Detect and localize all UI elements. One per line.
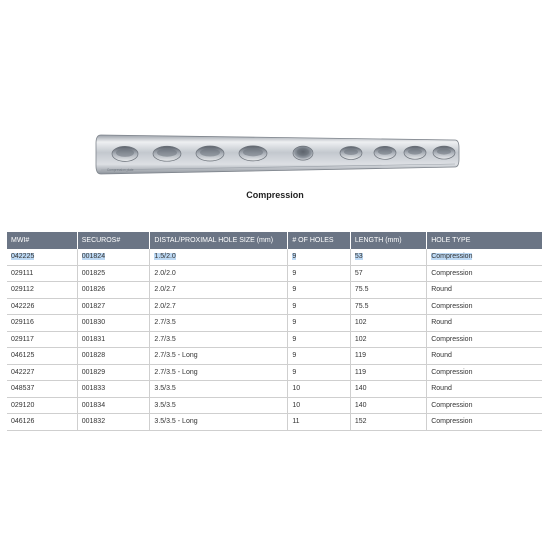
- table-row: [7, 249, 542, 265]
- cell-text: 9: [292, 253, 297, 261]
- cell-mwi: [7, 265, 77, 282]
- cell-text: 3.5/3.5 - Long: [154, 418, 198, 426]
- cell-text: 2.7/3.5 - Long: [154, 368, 198, 376]
- cell-text: 9: [292, 319, 297, 327]
- cell-holes: [288, 414, 351, 431]
- cell-holes: [288, 397, 351, 414]
- table-row: [7, 315, 542, 332]
- cell-holes: [288, 315, 351, 332]
- plate-hole-inner: [200, 149, 220, 157]
- cell-text: 11: [292, 418, 300, 426]
- cell-length: [350, 381, 426, 398]
- cell-text: 75.5: [354, 286, 369, 294]
- table-row: [7, 282, 542, 299]
- cell-mwi: [7, 364, 77, 381]
- compression-plate-icon: [95, 126, 460, 184]
- cell-securos: [77, 381, 150, 398]
- cell-text: 9: [292, 352, 297, 360]
- table-header-row: [7, 232, 542, 249]
- cell-text: 119: [354, 352, 367, 360]
- table-body: [7, 249, 542, 430]
- cell-holes: [288, 282, 351, 299]
- cell-text: 042227: [11, 368, 35, 376]
- cell-text: 140: [354, 401, 367, 409]
- cell-securos: [77, 298, 150, 315]
- cell-text: Compression: [431, 418, 473, 426]
- plate-hole-inner: [116, 149, 134, 157]
- cell-securos: [77, 265, 150, 282]
- cell-hole-type: [427, 249, 542, 265]
- cell-text: 9: [292, 269, 297, 277]
- cell-hole-type: [427, 315, 542, 332]
- cell-hole-type: [427, 331, 542, 348]
- cell-text: Compression: [431, 253, 473, 261]
- cell-mwi: [7, 348, 77, 365]
- cell-hole-size: [150, 397, 288, 414]
- cell-text: 53: [354, 253, 363, 261]
- cell-text: 029120: [11, 401, 35, 409]
- cell-text: 102: [354, 319, 367, 327]
- cell-text: 029112: [11, 286, 34, 294]
- cell-text: 2.7/3.5: [154, 319, 176, 327]
- cell-hole-size: [150, 414, 288, 431]
- cell-hole-size: [150, 298, 288, 315]
- cell-text: 1.5/2.0: [154, 253, 176, 261]
- cell-hole-type: [427, 381, 542, 398]
- plate-engraving: Compression plate: [107, 168, 134, 172]
- cell-hole-size: [150, 249, 288, 265]
- cell-hole-size: [150, 364, 288, 381]
- cell-securos: [77, 364, 150, 381]
- cell-holes: [288, 298, 351, 315]
- cell-text: 10: [292, 385, 301, 393]
- cell-text: 046125: [11, 352, 35, 360]
- plate-hole-inner: [408, 149, 422, 155]
- cell-length: [350, 282, 426, 299]
- cell-hole-size: [150, 265, 288, 282]
- cell-text: Round: [431, 319, 452, 327]
- cell-securos: [77, 397, 150, 414]
- plate-hole-inner: [157, 149, 177, 157]
- cell-hole-type: [427, 298, 542, 315]
- bone-plate-image: [95, 126, 460, 184]
- cell-mwi: [7, 282, 77, 299]
- cell-text: 2.0/2.7: [154, 302, 176, 310]
- cell-text: 75.5: [354, 302, 369, 310]
- cell-holes: [288, 381, 351, 398]
- cell-text: 001826: [81, 286, 106, 294]
- cell-hole-type: [427, 414, 542, 431]
- cell-hole-size: [150, 315, 288, 332]
- table-row: [7, 364, 542, 381]
- cell-securos: [77, 348, 150, 365]
- cell-holes: [288, 348, 351, 365]
- cell-text: Compression: [431, 302, 473, 310]
- cell-text: 2.7/3.5: [154, 335, 176, 343]
- cell-length: [350, 414, 426, 431]
- column-header-mwi: MWI#: [7, 232, 77, 249]
- cell-text: 001834: [81, 401, 106, 409]
- cell-text: 2.0/2.0: [154, 269, 176, 277]
- cell-length: [350, 348, 426, 365]
- cell-text: 042226: [11, 302, 35, 310]
- cell-text: 001828: [81, 352, 106, 360]
- cell-text: 3.5/3.5: [154, 385, 176, 393]
- cell-holes: [288, 364, 351, 381]
- cell-text: 048537: [11, 385, 35, 393]
- cell-text: 001827: [81, 302, 106, 310]
- table-row: [7, 381, 542, 398]
- cell-text: 001824: [81, 253, 106, 261]
- cell-mwi: [7, 298, 77, 315]
- cell-text: 2.7/3.5 - Long: [154, 352, 198, 360]
- cell-length: [350, 397, 426, 414]
- cell-text: 042225: [11, 253, 35, 261]
- table-row: [7, 265, 542, 282]
- cell-holes: [288, 265, 351, 282]
- cell-mwi: [7, 331, 77, 348]
- column-header-securos: SECUROS#: [77, 232, 150, 249]
- cell-text: Round: [431, 352, 452, 360]
- cell-text: 152: [354, 418, 367, 426]
- cell-hole-size: [150, 331, 288, 348]
- cell-hole-type: [427, 364, 542, 381]
- cell-text: Round: [431, 286, 452, 294]
- cell-mwi: [7, 381, 77, 398]
- cell-text: 9: [292, 286, 297, 294]
- cell-text: Compression: [431, 401, 473, 409]
- cell-holes: [288, 249, 351, 265]
- cell-hole-size: [150, 381, 288, 398]
- table-row: [7, 331, 542, 348]
- table-row: [7, 397, 542, 414]
- column-header-length: LENGTH (mm): [350, 232, 426, 249]
- cell-text: 001832: [81, 418, 106, 426]
- cell-length: [350, 265, 426, 282]
- cell-text: 3.5/3.5: [154, 401, 176, 409]
- cell-text: 001825: [81, 269, 106, 277]
- cell-length: [350, 249, 426, 265]
- cell-securos: [77, 331, 150, 348]
- cell-text: 119: [354, 368, 367, 376]
- cell-length: [350, 298, 426, 315]
- cell-mwi: [7, 315, 77, 332]
- cell-hole-type: [427, 282, 542, 299]
- cell-text: Round: [431, 385, 452, 393]
- cell-hole-type: [427, 348, 542, 365]
- column-header-holes: # OF HOLES: [288, 232, 351, 249]
- cell-text: 029117: [11, 335, 34, 343]
- cell-text: 140: [354, 385, 367, 393]
- cell-mwi: [7, 249, 77, 265]
- cell-text: Compression: [431, 269, 473, 277]
- column-header-hole-size: DISTAL/PROXIMAL HOLE SIZE (mm): [150, 232, 288, 249]
- cell-text: 57: [354, 269, 363, 277]
- plate-hole-inner: [437, 149, 451, 155]
- cell-hole-size: [150, 348, 288, 365]
- cell-securos: [77, 249, 150, 265]
- cell-text: 2.0/2.7: [154, 286, 176, 294]
- cell-text: 001833: [81, 385, 106, 393]
- cell-text: 029111: [11, 269, 34, 277]
- cell-text: 001830: [81, 319, 106, 327]
- spec-table: [7, 232, 542, 431]
- column-header-hole-type: HOLE TYPE: [427, 232, 542, 249]
- plate-hole-inner: [243, 148, 263, 156]
- plate-hole-inner: [297, 149, 309, 156]
- cell-text: 10: [292, 401, 301, 409]
- cell-text: Compression: [431, 335, 473, 343]
- cell-hole-size: [150, 282, 288, 299]
- product-caption: Compression: [246, 190, 304, 200]
- cell-securos: [77, 414, 150, 431]
- cell-text: 001831: [81, 335, 106, 343]
- cell-text: 029116: [11, 319, 34, 327]
- cell-text: 9: [292, 368, 297, 376]
- cell-holes: [288, 331, 351, 348]
- cell-text: 9: [292, 335, 297, 343]
- cell-hole-type: [427, 265, 542, 282]
- table-row: [7, 348, 542, 365]
- cell-text: 001829: [81, 368, 106, 376]
- cell-text: 9: [292, 302, 297, 310]
- cell-mwi: [7, 397, 77, 414]
- table-row: [7, 298, 542, 315]
- plate-hole-inner: [344, 149, 358, 155]
- cell-securos: [77, 315, 150, 332]
- cell-hole-type: [427, 397, 542, 414]
- cell-length: [350, 331, 426, 348]
- cell-length: [350, 315, 426, 332]
- cell-text: Compression: [431, 368, 473, 376]
- table-row: [7, 414, 542, 431]
- cell-text: 046126: [11, 418, 35, 426]
- cell-mwi: [7, 414, 77, 431]
- plate-hole-inner: [378, 149, 392, 155]
- cell-text: 102: [354, 335, 367, 343]
- cell-securos: [77, 282, 150, 299]
- cell-length: [350, 364, 426, 381]
